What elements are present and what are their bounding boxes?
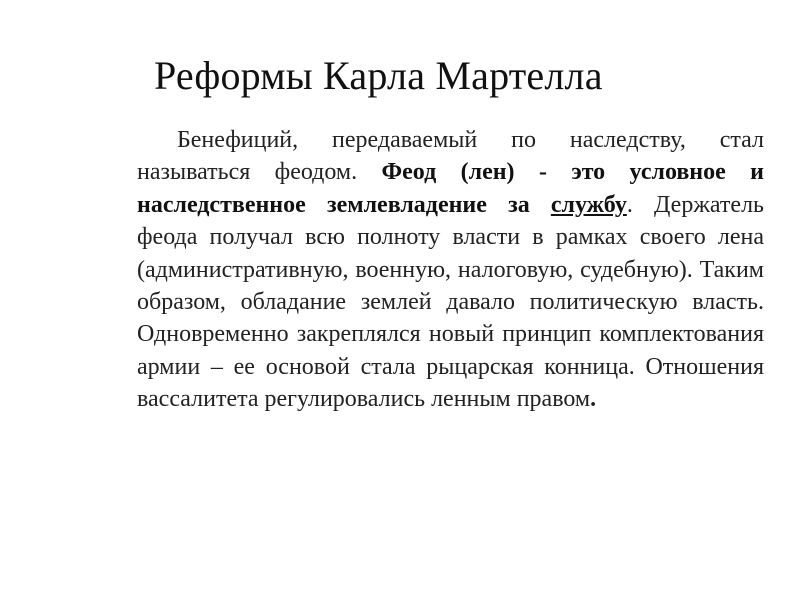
paragraph-body-text: . Держатель феода получал всю полноту власти в рамках своего лена (административную, военную, налоговую, судебную). Таким образом, обладание землей давало политическую власть. Одновременно закреплялся новый принцип комплектования армии – ее основой стала рыцарская конница. Отношения вассалитета регулировались ленным правом [137,191,764,413]
paragraph-intro-text: Бенефиций, передаваемый по наследству, стал называться феодом. [137,127,764,186]
slide-paragraph [137,124,764,416]
fief-definition-bold-text: Феод (лен) - это условное и наследственное землевладение за [137,159,764,218]
slide-title: Реформы Карла Мартелла [154,53,603,98]
paragraph-end-mark: . [590,386,597,413]
service-underlined-word: службу [550,191,627,218]
